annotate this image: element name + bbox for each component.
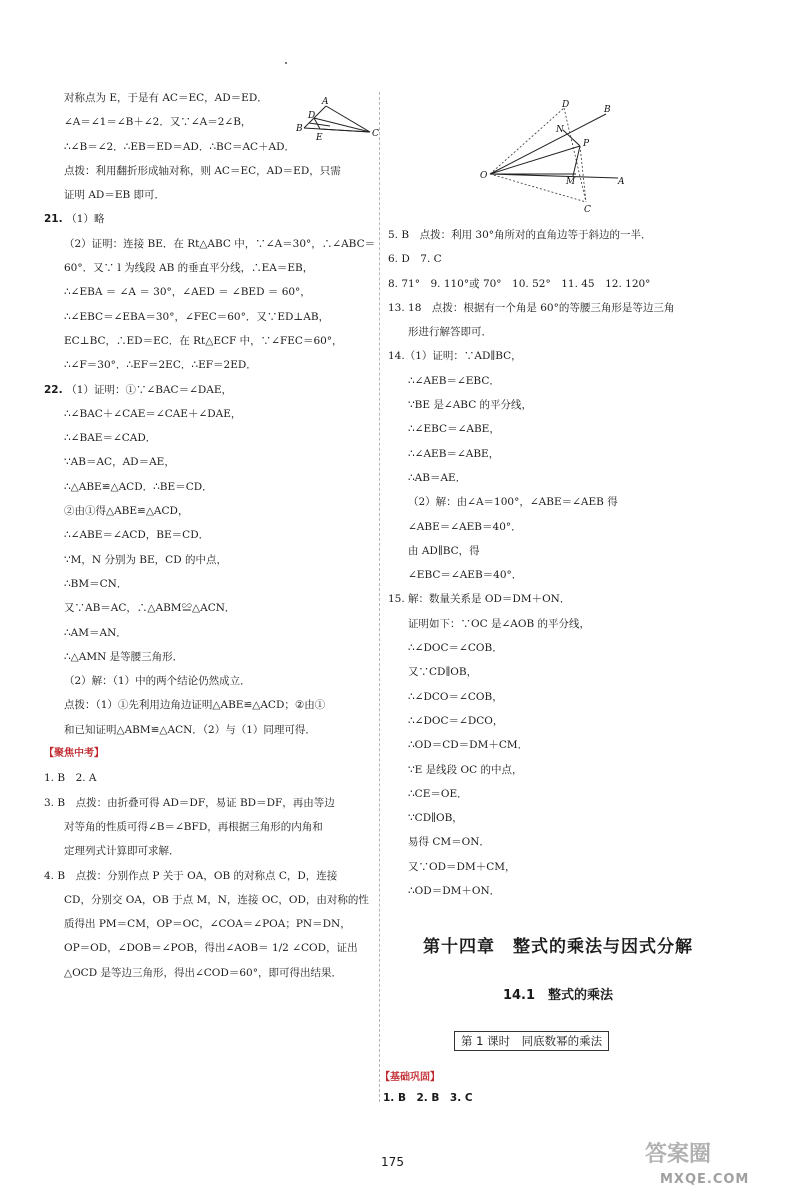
- text-line: [388, 417, 728, 441]
- text-line: [388, 879, 728, 903]
- line-text: 证明如下：∵OC 是∠AOB 的平分线，: [408, 617, 591, 630]
- line-text: 3. B 点拨：由折叠可得 AD＝DF，易证 BD＝DF，再由等边: [44, 796, 335, 809]
- line-text: （1）证明：①∵∠BAC＝∠DAE，: [66, 383, 233, 396]
- text-line: [388, 612, 728, 636]
- line-text: 对称点为 E，于是有 AC＝EC，AD＝ED．: [64, 92, 268, 104]
- text-line: [388, 393, 728, 417]
- text-line: [388, 369, 728, 393]
- line-text: 13. 18 点拨：根据有一个角是 60°的等腰三角形是等边三角: [388, 301, 675, 314]
- text-line: [44, 426, 374, 450]
- text-line: [44, 718, 374, 742]
- text-line: [44, 936, 374, 960]
- line-text: 1. B 2. A: [44, 772, 97, 785]
- line-text: ∴∠AEB＝∠ABE，: [408, 447, 500, 460]
- page-number: 175: [381, 1155, 404, 1169]
- text-line: [388, 223, 728, 247]
- line-text: 【聚焦中考】: [44, 748, 104, 760]
- text-line: [44, 839, 374, 863]
- line-text: ∠EBC＝∠AEB＝40°．: [408, 569, 523, 582]
- line-text: 定理列式计算即可求解．: [64, 845, 180, 858]
- text-line: [44, 864, 374, 888]
- line-text: ∵E 是线段 OC 的中点，: [408, 763, 523, 776]
- line-text: ∵BE 是∠ABC 的平分线，: [408, 399, 533, 412]
- left-column: [44, 86, 374, 985]
- angle-reflection-figure: [476, 96, 626, 216]
- text-line: [388, 272, 728, 296]
- text-line: [388, 830, 728, 854]
- line-text: 4. B 点拨：分别作点 P 关于 OA，OB 的对称点 C，D，连接: [44, 869, 338, 882]
- fig1-label-b: B: [296, 124, 303, 134]
- text-line: [44, 159, 374, 183]
- fig2-label-n: N: [556, 125, 564, 135]
- line-text: 点拨：利用翻折形成轴对称，则 AC＝EC，AD＝ED，只需: [64, 164, 341, 177]
- line-text: 60°．又∵ l 为线段 AB 的垂直平分线，∴EA＝EB，: [64, 262, 314, 275]
- line-text: ∴△AMN 是等腰三角形．: [64, 650, 184, 663]
- text-line: [388, 515, 728, 539]
- line-text: ∴AB＝AE．: [408, 471, 467, 484]
- line-text: 又∵OD＝DM＋CM，: [408, 860, 516, 873]
- text-line: [44, 961, 374, 985]
- text-line: [44, 596, 374, 620]
- line-text: 15. 解：数量关系是 OD＝DM＋ON．: [388, 593, 571, 606]
- text-line: [388, 587, 728, 611]
- text-line: [388, 709, 728, 733]
- text-line: [388, 247, 728, 271]
- line-text: ∴∠DOC＝∠DCO，: [408, 714, 504, 727]
- line-text: ∴∠EBA ＝ ∠A ＝ 30°，∠AED ＝ ∠BED ＝ 60°，: [64, 286, 311, 299]
- triangle-fold-figure: [296, 96, 380, 146]
- text-line: [44, 693, 374, 717]
- text-line: [44, 572, 374, 596]
- text-line: [388, 320, 728, 344]
- line-text: 由 AD∥BC，得: [408, 544, 480, 557]
- right-column: [388, 223, 728, 903]
- text-line: [44, 329, 374, 353]
- line-text: CD，分别交 OA，OB 于点 M，N，连接 OC，OD，由对称的性: [64, 893, 369, 906]
- text-line: [388, 539, 728, 563]
- line-text: ∴∠EBC＝∠EBA＝30°，∠FEC＝60°．又∵ED⊥AB，: [64, 310, 330, 323]
- text-line: [388, 466, 728, 490]
- line-text: 证明 AD＝EB 即可．: [64, 189, 166, 202]
- text-line: [44, 232, 374, 256]
- text-line: [44, 402, 374, 426]
- text-line: [388, 782, 728, 806]
- line-text: ∠A＝∠1＝∠B＋∠2．又∵∠A＝2∠B，: [64, 116, 252, 129]
- text-line: [388, 442, 728, 466]
- line-text: ∴∠AEB＝∠EBC．: [408, 374, 500, 387]
- text-line: [44, 256, 374, 280]
- fig2-label-p: P: [583, 139, 590, 149]
- text-line: [44, 766, 374, 790]
- text-line: [44, 207, 374, 231]
- text-line: [388, 490, 728, 514]
- line-text: 点拨：（1）①先利用边角边证明△ABE≌△ACD；②由①: [64, 699, 326, 712]
- fig2-label-c: C: [584, 205, 591, 215]
- text-line: [388, 733, 728, 757]
- text-line: [44, 475, 374, 499]
- line-text: ∴BM＝CN．: [64, 577, 128, 590]
- line-text: 形进行解答即可．: [408, 326, 492, 339]
- line-text: （1）略: [66, 213, 105, 226]
- watermark-url: MXQE.COM: [660, 1172, 750, 1187]
- line-text: ∴OD＝CD＝DM＋CM．: [408, 739, 529, 752]
- line-text: ∴△ABE≌△ACD．∴BE＝CD．: [64, 480, 213, 493]
- line-text: （2）证明：连接 BE．在 Rt△ABC 中，∵∠A＝30°，∴∠ABC＝: [64, 237, 376, 250]
- column-divider: [379, 92, 380, 1102]
- text-line: [44, 669, 374, 693]
- watermark-logo: 答案圈: [645, 1142, 712, 1167]
- fig2-label-d: D: [562, 100, 570, 110]
- text-line: [388, 344, 728, 368]
- line-text: OP＝OD，∠DOB＝∠POB，得出∠AOB＝ 1/2 ∠COD，证出: [64, 942, 358, 955]
- line-text: ∴∠ABE＝∠ACD，BE＝CD．: [64, 529, 210, 542]
- fig2-label-m: M: [566, 177, 576, 187]
- text-line: [44, 888, 374, 912]
- text-line: [388, 563, 728, 587]
- line-text: ∴CE＝OE．: [408, 787, 468, 800]
- line-text: ∴∠EBC＝∠ABE，: [408, 423, 500, 436]
- answer-line-last: 1. B 2. B 3. C: [383, 1092, 473, 1104]
- question-number: 21.: [44, 213, 67, 226]
- fig1-label-d: D: [308, 111, 316, 121]
- line-text: ∵CD∥OB，: [408, 812, 463, 825]
- text-line: [44, 183, 374, 207]
- line-text: 又∵CD∥OB，: [408, 666, 478, 679]
- line-text: ∴∠DOC＝∠COB．: [408, 642, 503, 655]
- text-line: [44, 280, 374, 304]
- line-text: ∵M，N 分别为 BE，CD 的中点，: [64, 553, 227, 566]
- text-line: [388, 855, 728, 879]
- text-line: [388, 685, 728, 709]
- text-line: [44, 621, 374, 645]
- line-text: 5. B 点拨：利用 30°角所对的直角边等于斜边的一半．: [388, 229, 652, 241]
- text-line: [44, 548, 374, 572]
- line-text: 又∵AB＝AC，∴△ABM≌△ACN．: [64, 602, 236, 615]
- stray-dot: [285, 62, 287, 64]
- text-line: [44, 499, 374, 523]
- text-line: [44, 791, 374, 815]
- text-line: [388, 660, 728, 684]
- fig1-label-a: A: [322, 97, 329, 107]
- text-line: [388, 636, 728, 660]
- fig2-label-o: O: [480, 171, 488, 181]
- fig2-label-b: B: [604, 105, 611, 115]
- line-text: 和已知证明△ABM≌△ACN．（2）与（1）同理可得．: [64, 723, 316, 736]
- line-text: ∴∠F＝30°．∴EF＝2EC．∴EF＝2ED．: [64, 359, 257, 372]
- text-line: [44, 305, 374, 329]
- line-text: ∠ABE＝∠AEB＝40°．: [408, 520, 522, 533]
- text-line: [44, 353, 374, 377]
- line-text: ∴∠BAC＋∠CAE＝∠CAE＋∠DAE，: [64, 407, 242, 420]
- line-text: （2）解：由∠A＝100°，∠ABE＝∠AEB 得: [408, 496, 618, 509]
- text-line: [388, 296, 728, 320]
- text-line: [44, 742, 374, 766]
- line-text: 8. 71° 9. 110°或 70° 10. 52° 11. 45 12. 120°: [388, 277, 651, 290]
- line-text: ∴OD＝DM＋ON．: [408, 885, 501, 898]
- text-line: [388, 806, 728, 830]
- text-line: [388, 758, 728, 782]
- chapter-title: 第十四章 整式的乘法与因式分解: [423, 937, 693, 957]
- line-text: △OCD 是等边三角形，得出∠COD＝60°，即可得出结果．: [64, 966, 342, 979]
- text-line: [44, 523, 374, 547]
- line-text: 易得 CM＝ON．: [408, 836, 490, 849]
- line-text: 6. D 7. C: [388, 253, 442, 266]
- line-text: ∴∠DCO＝∠COB，: [408, 690, 503, 703]
- line-text: 对等角的性质可得∠B＝∠BFD，再根据三角形的内角和: [64, 820, 323, 833]
- text-line: [44, 912, 374, 936]
- text-line: [44, 815, 374, 839]
- text-line: [44, 450, 374, 474]
- text-line: [44, 378, 374, 402]
- line-text: 14.（1）证明：∵AD∥BC，: [388, 350, 522, 363]
- line-text: ∴∠BAE＝∠CAD．: [64, 432, 157, 445]
- line-text: ∴AM＝AN．: [64, 626, 127, 639]
- question-number: 22.: [44, 383, 67, 396]
- text-line: [44, 645, 374, 669]
- line-text: （2）解：（1）中的两个结论仍然成立．: [64, 675, 251, 688]
- line-text: ②由①得△ABE≌△ACD，: [64, 505, 189, 518]
- fig2-label-a: A: [618, 177, 625, 187]
- line-text: ∵AB＝AC，AD＝AE，: [64, 456, 175, 469]
- fig1-label-e: E: [316, 133, 323, 143]
- section-title: 14.1 整式的乘法: [502, 988, 614, 1003]
- lesson-title: 第 1 课时 同底数幂的乘法: [454, 1031, 609, 1051]
- section-tag-basic: 【基础巩固】: [380, 1072, 440, 1083]
- line-text: 质得出 PM＝CM，OP＝OC，∠COA＝∠POA；PN＝DN，: [64, 918, 351, 931]
- line-text: EC⊥BC，∴ED＝EC．在 Rt△ECF 中，∵∠FEC＝60°，: [64, 334, 343, 347]
- fig1-label-c: C: [372, 129, 379, 139]
- line-text: ∴∠B＝∠2．∴EB＝ED＝AD．∴BC＝AC＋AD．: [64, 140, 296, 153]
